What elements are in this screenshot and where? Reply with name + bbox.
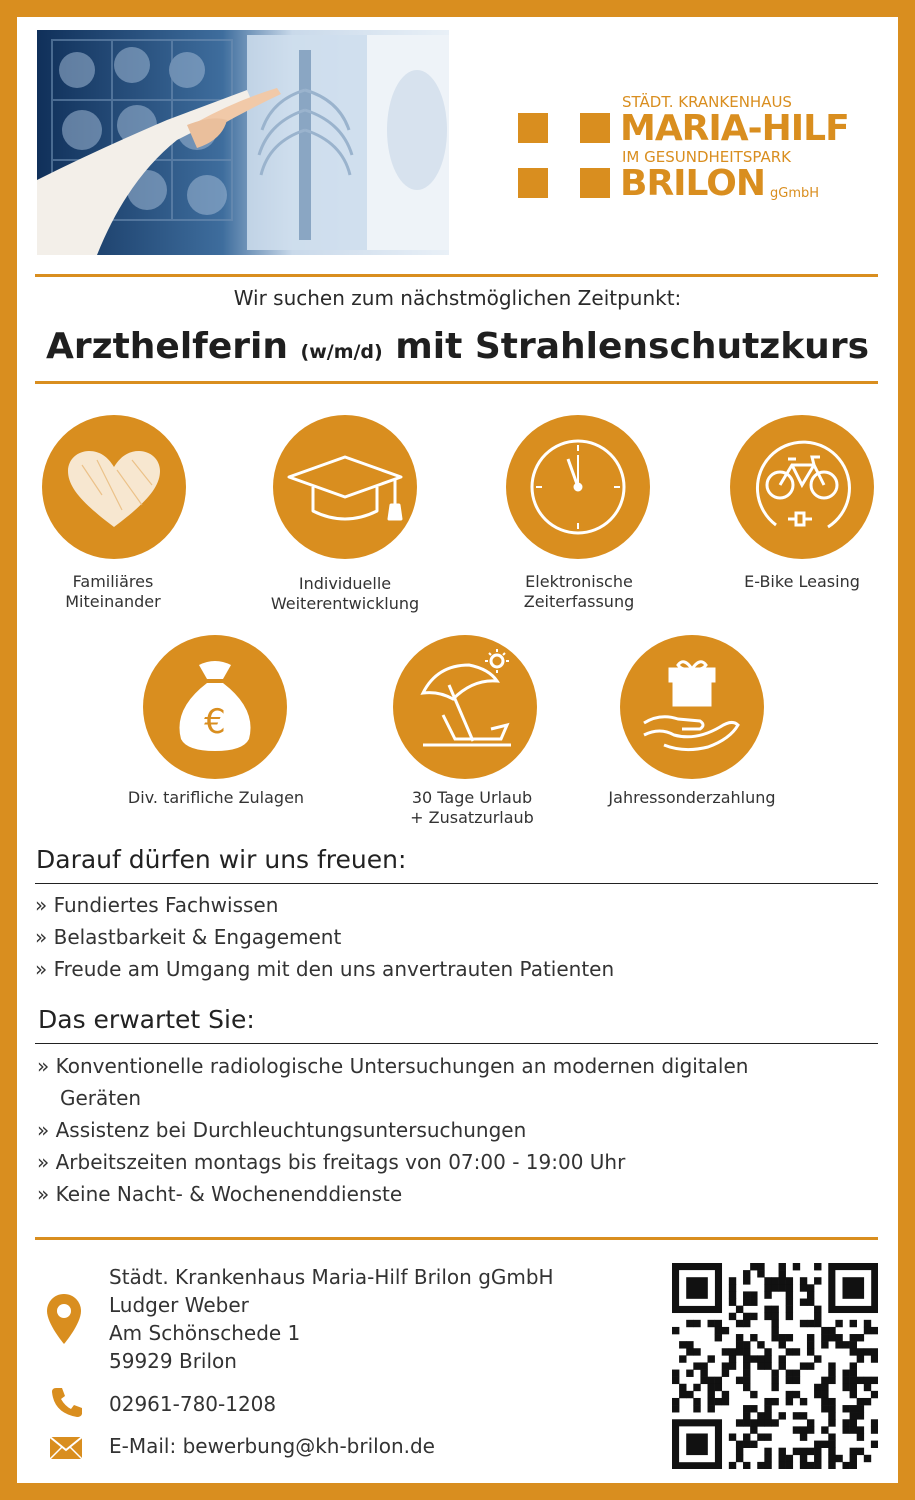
heart-icon: [42, 415, 186, 559]
clock-icon: [506, 415, 650, 559]
job-title-main: Arzthelferin: [46, 326, 288, 367]
job-title-gender: (w/m/d): [300, 341, 383, 363]
job-title: [0, 326, 915, 367]
job-title-suffix: mit Strahlenschutzkurs: [395, 326, 869, 367]
contact-phone[interactable]: 02961-780-1208: [109, 1392, 277, 1416]
section-rule: [35, 883, 878, 884]
logo-square: [580, 113, 610, 143]
benefit-label: Div. tarifliche Zulagen: [127, 788, 305, 807]
money-bag-euro-icon: [143, 635, 287, 779]
gift-hand-icon: [620, 635, 764, 779]
contact-street: Am Schönschede 1: [109, 1321, 301, 1345]
svg-text:€: €: [204, 702, 226, 742]
logo-text-line1: STÄDT. KRANKENHAUS: [622, 93, 792, 111]
contact-person: Ludger Weber: [109, 1293, 249, 1317]
divider: [35, 1237, 878, 1240]
graduation-cap-icon: [273, 415, 417, 559]
logo-square: [518, 113, 548, 143]
list-item: » Fundiertes Fachwissen: [35, 893, 279, 917]
logo-square: [518, 168, 548, 198]
envelope-icon: [49, 1436, 83, 1464]
divider: [35, 381, 878, 384]
divider: [35, 274, 878, 277]
list-item: » Konventionelle radiologische Untersuchungen an modernen digitalen: [37, 1054, 749, 1078]
logo-square: [580, 168, 610, 198]
benefit-label: Familiäres Miteinander: [65, 572, 161, 611]
list-item-continuation: Geräten: [60, 1086, 142, 1110]
benefit-label: Jahressonderzahlung: [608, 788, 776, 807]
list-item: » Freude am Umgang mit den uns anvertrauten Patienten: [35, 957, 615, 981]
section-heading-freuen: Darauf dürfen wir uns freuen:: [36, 845, 407, 874]
xray-photo: [37, 30, 449, 255]
section-heading-erwartet: Das erwartet Sie:: [38, 1005, 255, 1034]
list-item: » Assistenz bei Durchleuchtungsuntersuchungen: [37, 1118, 527, 1142]
benefit-label: Elektronische Zeiterfassung: [523, 572, 635, 611]
ebike-icon: [730, 415, 874, 559]
location-pin-icon: [45, 1292, 83, 1350]
logo-text-brilon: BRILON: [620, 163, 765, 204]
list-item: » Keine Nacht- & Wochenenddienste: [37, 1182, 403, 1206]
intro-text: Wir suchen zum nächstmöglichen Zeitpunkt:: [233, 286, 682, 310]
logo-text-maria-hilf: MARIA-HILF: [620, 108, 849, 149]
section-rule: [35, 1043, 878, 1044]
contact-org: Städt. Krankenhaus Maria-Hilf Brilon gGmbH: [109, 1265, 554, 1289]
beach-umbrella-icon: [393, 635, 537, 779]
list-item: » Arbeitszeiten montags bis freitags von 07:00 - 19:00 Uhr: [37, 1150, 626, 1174]
benefit-label: Individuelle Weiterentwicklung: [270, 574, 420, 613]
list-item: » Belastbarkeit & Engagement: [35, 925, 342, 949]
benefit-label: E-Bike Leasing: [744, 572, 860, 591]
phone-icon: [50, 1385, 84, 1423]
logo-text-suffix: gGmbH: [770, 186, 820, 201]
logo-text-line3: IM GESUNDHEITSPARK: [622, 148, 791, 166]
contact-city: 59929 Brilon: [109, 1349, 237, 1373]
qr-code[interactable]: [672, 1263, 878, 1469]
benefit-label: 30 Tage Urlaub + Zusatzurlaub: [410, 788, 534, 827]
contact-email[interactable]: E-Mail: bewerbung@kh-brilon.de: [109, 1434, 435, 1458]
